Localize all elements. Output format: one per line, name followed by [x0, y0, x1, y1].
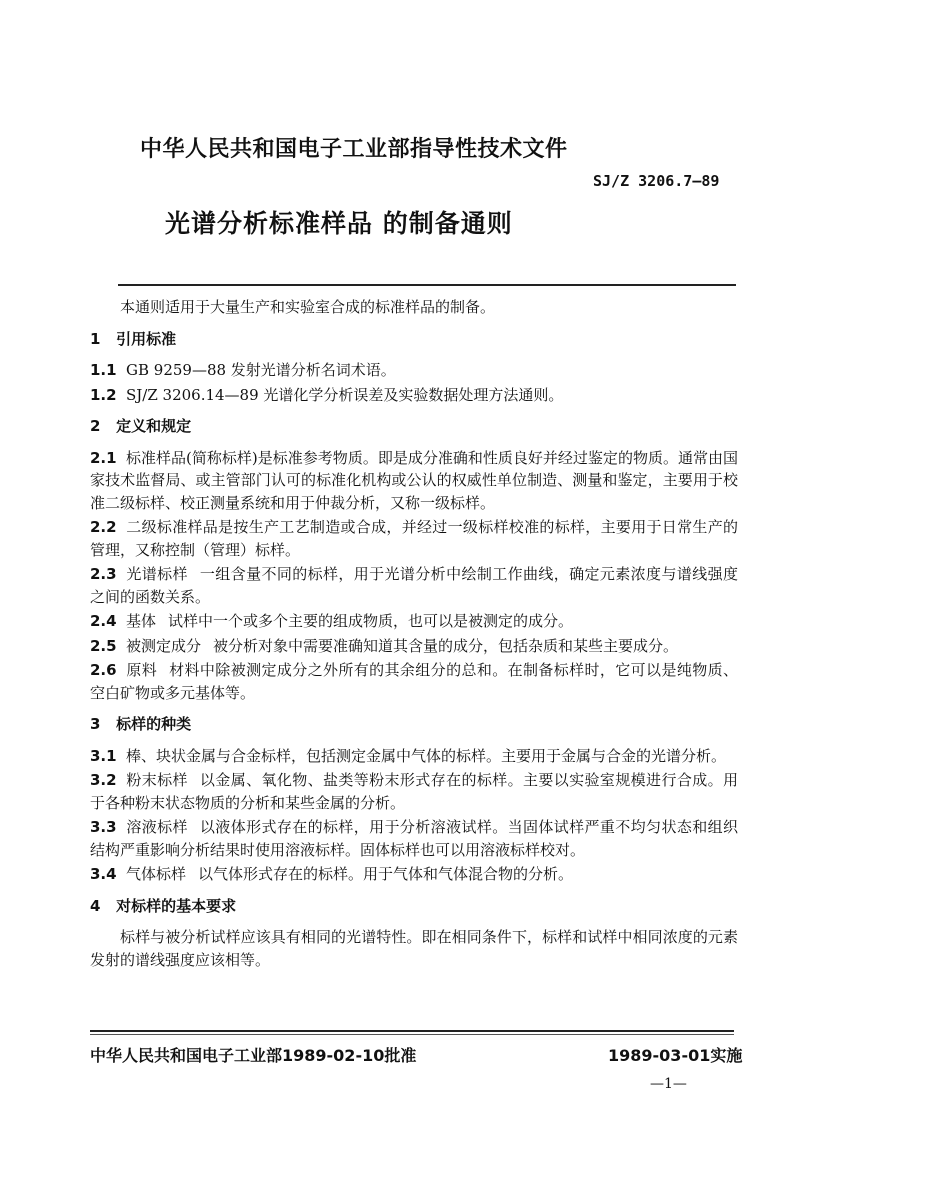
section-4-heading: [90, 895, 738, 918]
clause-2-5: [90, 635, 738, 658]
bottom-divider: [90, 1030, 734, 1032]
clause-term: 原料: [126, 661, 158, 679]
clause-2-2: [90, 516, 738, 561]
clause-term: 粉末标样: [126, 771, 188, 789]
clause-number: 2.2: [90, 518, 117, 536]
section-number: 3: [90, 715, 101, 733]
clause-number: 2.4: [90, 612, 117, 630]
clause-1-2: [90, 384, 738, 407]
issuer-heading: 中华人民共和国电子工业部指导性技术文件: [140, 137, 568, 162]
top-divider: [118, 284, 736, 286]
clause-number: 1.2: [90, 385, 117, 404]
clause-3-4: [90, 863, 738, 886]
intro-paragraph: 本通则适用于大量生产和实验室合成的标准样品的制备。: [120, 298, 496, 316]
clause-number: 2.3: [90, 565, 117, 583]
clause-term: 气体标样: [126, 865, 187, 883]
bottom-divider-thin: [90, 1034, 734, 1035]
clause-text: 一组含量不同的标样，用于光谱分析中绘制工作曲线，确定元素浓度与谱线强度之间的函数关系。: [90, 565, 738, 606]
clause-term: 溶液标样: [126, 818, 188, 836]
clause-text: 标准样品(简称标样)是标准参考物质。即是成分准确和性质良好并经过鉴定的物质。通常由国家技术监督局、或主管部门认可的标准化机构或公认的权威性单位制造、测量和鉴定，主要用于校准二级标样、校正测量系统和用于仲裁分析，又称一级标样。: [90, 448, 738, 512]
clause-2-1: [90, 447, 738, 515]
clause-text: 以金属、氧化物、盐类等粉末形式存在的标样。主要以实验室规模进行合成。用于各种粉末状态物质的分析和某些金属的分析。: [90, 771, 738, 812]
clause-number: 3.1: [90, 746, 117, 765]
clause-number: 2.1: [90, 448, 117, 467]
section-3-heading: [90, 713, 738, 736]
clause-3-3: [90, 816, 738, 861]
clause-text: 试样中一个或多个主要的组成物质，也可以是被测定的成分。: [168, 612, 574, 630]
clause-number: 3.2: [90, 771, 117, 789]
clause-3-1: [90, 745, 738, 768]
clause-text: 以液体形式存在的标样，用于分析溶液试样。当固体试样严重不均匀状态和组织结构严重影响分析结果时使用溶液标样。固体标样也可以用溶液标样校对。: [90, 818, 738, 859]
clause-2-3: [90, 563, 738, 608]
clause-term: 光谱标样: [126, 565, 188, 583]
clause-text: 棒、块状金属与合金标样，包括测定金属中气体的标样。主要用于金属与合金的光谱分析。: [126, 746, 727, 765]
clause-number: 2.6: [90, 661, 117, 679]
standard-code: SJ/Z 3206.7—89: [593, 172, 720, 190]
clause-term: 被测定成分: [126, 636, 202, 655]
section-number: 4: [90, 896, 101, 915]
clause-1-1: [90, 359, 738, 382]
page-number: —1—: [650, 1076, 687, 1092]
clause-3-2: [90, 769, 738, 814]
section-1-heading: [90, 328, 738, 351]
section-title: 定义和规定: [116, 417, 192, 435]
section-title: 对标样的基本要求: [116, 896, 237, 915]
section-title: 标样的种类: [116, 715, 192, 733]
section-4-paragraph: 标样与被分析试样应该具有相同的光谱特性。即在相同条件下，标样和试样中相同浓度的元素发射的谱线强度应该相等。: [90, 928, 738, 969]
clause-number: 2.5: [90, 636, 117, 655]
section-number: 2: [90, 417, 101, 435]
clause-number: 3.4: [90, 865, 117, 883]
document-title: 光谱分析标准样品 的制备通则: [165, 209, 513, 238]
clause-term: 基体: [126, 612, 157, 630]
clause-2-4: [90, 610, 738, 633]
clause-text: 材料中除被测定成分之外所有的其余组分的总和。在制备标样时，它可以是纯物质、空白矿物或多元基体等。: [90, 661, 738, 702]
approval-note: 中华人民共和国电子工业部1989-02-10批准: [90, 1046, 417, 1065]
clause-text: 被分析对象中需要准确知道其含量的成分，包括杂质和某些主要成分。: [213, 636, 679, 655]
section-2-heading: [90, 415, 738, 438]
clause-text: 以气体形式存在的标样。用于气体和气体混合物的分析。: [198, 865, 574, 883]
clause-text: GB 9259—88 发射光谱分析名词术语。: [126, 361, 396, 379]
clause-text: 二级标准样品是按生产工艺制造或合成，并经过一级标样校准的标样，主要用于日常生产的管理，又称控制（管理）标样。: [90, 518, 738, 559]
section-number: 1: [90, 329, 101, 348]
clause-number: 3.3: [90, 818, 117, 836]
clause-text: SJ/Z 3206.14—89 光谱化学分析误差及实验数据处理方法通则。: [126, 385, 564, 404]
effective-date: 1989-03-01实施: [608, 1046, 743, 1065]
clause-2-6: [90, 659, 738, 704]
section-title: 引用标准: [116, 329, 177, 348]
document-body: [90, 292, 738, 971]
clause-number: 1.1: [90, 361, 117, 379]
